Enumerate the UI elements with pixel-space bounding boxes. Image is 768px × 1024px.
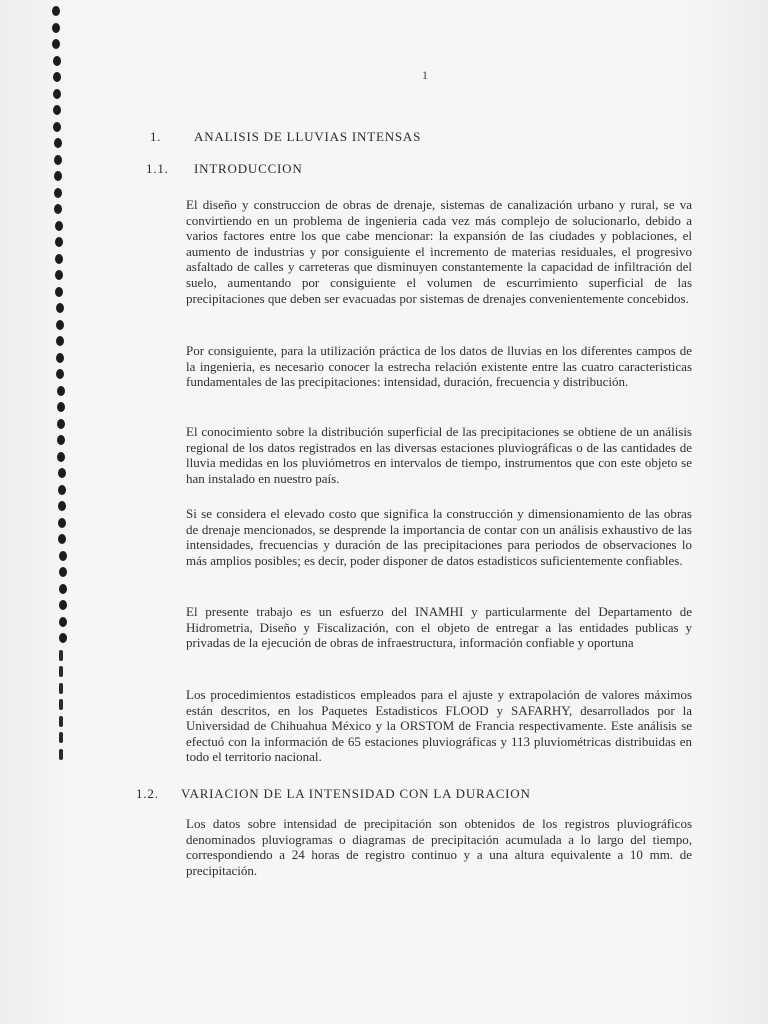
binder-hole — [53, 89, 61, 99]
binder-hole — [53, 105, 61, 115]
binder-hole — [54, 155, 62, 165]
binder-hole — [54, 188, 62, 198]
paragraph-6: Los procedimientos estadisticos empleados para el ajuste y extrapolación de valores máximos están descritos, en los Paquetes Estadisticos FLOOD y SAFARHY, desarrollados por la Universidad de Chihuahua México y la ORSTOM de Francia respectivamente. Este análisis se efectuó con la información de 65 estaciones pluviográficas y 113 pluviométricas distribuidas en todo el territorio nacional. — [186, 687, 692, 765]
binder-hole — [56, 303, 64, 313]
binder-hole — [54, 204, 62, 214]
binder-hole — [53, 72, 61, 82]
page-number: 1 — [422, 68, 428, 82]
binder-hole — [54, 171, 62, 181]
binder-hole — [54, 138, 62, 148]
binder-hole — [59, 699, 63, 710]
section-title: ANALISIS DE LLUVIAS INTENSAS — [194, 129, 422, 144]
subsection-title: INTRODUCCION — [194, 161, 303, 176]
paragraph-7: Los datos sobre intensidad de precipitación son obtenidos de los registros pluviográficos denominados pluviogramas o diagramas de precipitación acumulada a lo largo del tiempo, correspondiendo a 24 horas de registro continuo y a una altura equivalente a 10 mm. de precipitación. — [186, 816, 692, 878]
binder-hole — [57, 435, 65, 445]
binder-hole — [59, 732, 63, 743]
paragraph-4: Si se considera el elevado costo que significa la construcción y dimensionamiento de las obras de drenaje mencionados, se desprende la importancia de contar con un análisis exhaustivo de las intensidades, frecuencias y duración de las precipitaciones para periodos de observaciones lo más amplios posibles; es decir, poder disponer de datos estadisticos suficientemente confiables. — [186, 506, 692, 568]
binder-hole — [59, 666, 63, 677]
subsection-number: 1.2. — [136, 786, 159, 801]
paragraph-1: El diseño y construccion de obras de drenaje, sistemas de canalización urbano y rural, se va convirtiendo en un problema de ingenieria cada vez más complejo de solucionarlo, debido a varios factores entre los que cabe mencionar: la expansión de las ciudades y poblaciones, el aumento de industrias y por consiguiente el incremento de materias residuales, el progresivo asfaltado de calles y carreteras que disminuyen constantemente la capacidad de infiltración del suelo, aumentando por consiguiente el volumen de escurrimiento superficial de las precipitaciones que deben ser evacuadas por sistemas de drenajes convenientemente concebidos. — [186, 197, 692, 306]
binder-hole — [52, 6, 60, 16]
binder-hole — [56, 336, 64, 346]
binder-hole — [55, 221, 63, 231]
binder-hole — [56, 353, 64, 363]
binder-hole — [58, 468, 66, 478]
binder-hole — [55, 237, 63, 247]
binder-hole — [57, 452, 65, 462]
binder-hole — [52, 23, 60, 33]
binder-hole — [59, 551, 67, 561]
binder-hole — [57, 402, 65, 412]
binder-hole — [59, 749, 63, 760]
binder-hole — [53, 56, 61, 66]
binder-hole — [59, 683, 63, 694]
binder-hole — [58, 534, 66, 544]
binder-hole — [57, 386, 65, 396]
binder-hole — [59, 716, 63, 727]
paragraph-2: Por consiguiente, para la utilización práctica de los datos de lluvias en los diferentes campos de la ingenieria, es necesario conocer la estrecha relación existente entre las cuatro caracteristicas fundamentales de las precipitaciones: intensidad, duración, frecuencia y distribución. — [186, 343, 692, 390]
binder-hole — [59, 650, 63, 661]
binder-hole — [58, 518, 66, 528]
binder-hole — [52, 39, 60, 49]
paragraph-5: El presente trabajo es un esfuerzo del INAMHI y particularmente del Departamento de Hidrometria, Diseño y Fiscalización, con el objeto de entregar a las entidades publicas y privadas de la ejecución de obras de infraestructura, información confiable y oportuna — [186, 604, 692, 651]
binder-hole — [59, 584, 67, 594]
binder-holes — [48, 0, 68, 1024]
subsection-number: 1.1. — [146, 161, 169, 176]
binder-hole — [59, 633, 67, 643]
binder-hole — [58, 485, 66, 495]
binder-hole — [58, 501, 66, 511]
binder-hole — [55, 287, 63, 297]
binder-hole — [59, 617, 67, 627]
binder-hole — [57, 419, 65, 429]
binder-hole — [56, 320, 64, 330]
binder-hole — [55, 270, 63, 280]
subsection-title: VARIACION DE LA INTENSIDAD CON LA DURACION — [181, 786, 531, 801]
section-number: 1. — [150, 129, 162, 144]
binder-hole — [59, 600, 67, 610]
binder-hole — [55, 254, 63, 264]
binder-hole — [53, 122, 61, 132]
binder-hole — [56, 369, 64, 379]
binder-hole — [59, 567, 67, 577]
paragraph-3: El conocimiento sobre la distribución superficial de las precipitaciones se obtiene de un análisis regional de los datos registrados en las diversas estaciones pluviográficas o de las cantidades de lluvia medidas en los pluviómetros en intervalos de tiempo, instrumentos que con este objeto se han instalado en nuestro país. — [186, 424, 692, 486]
